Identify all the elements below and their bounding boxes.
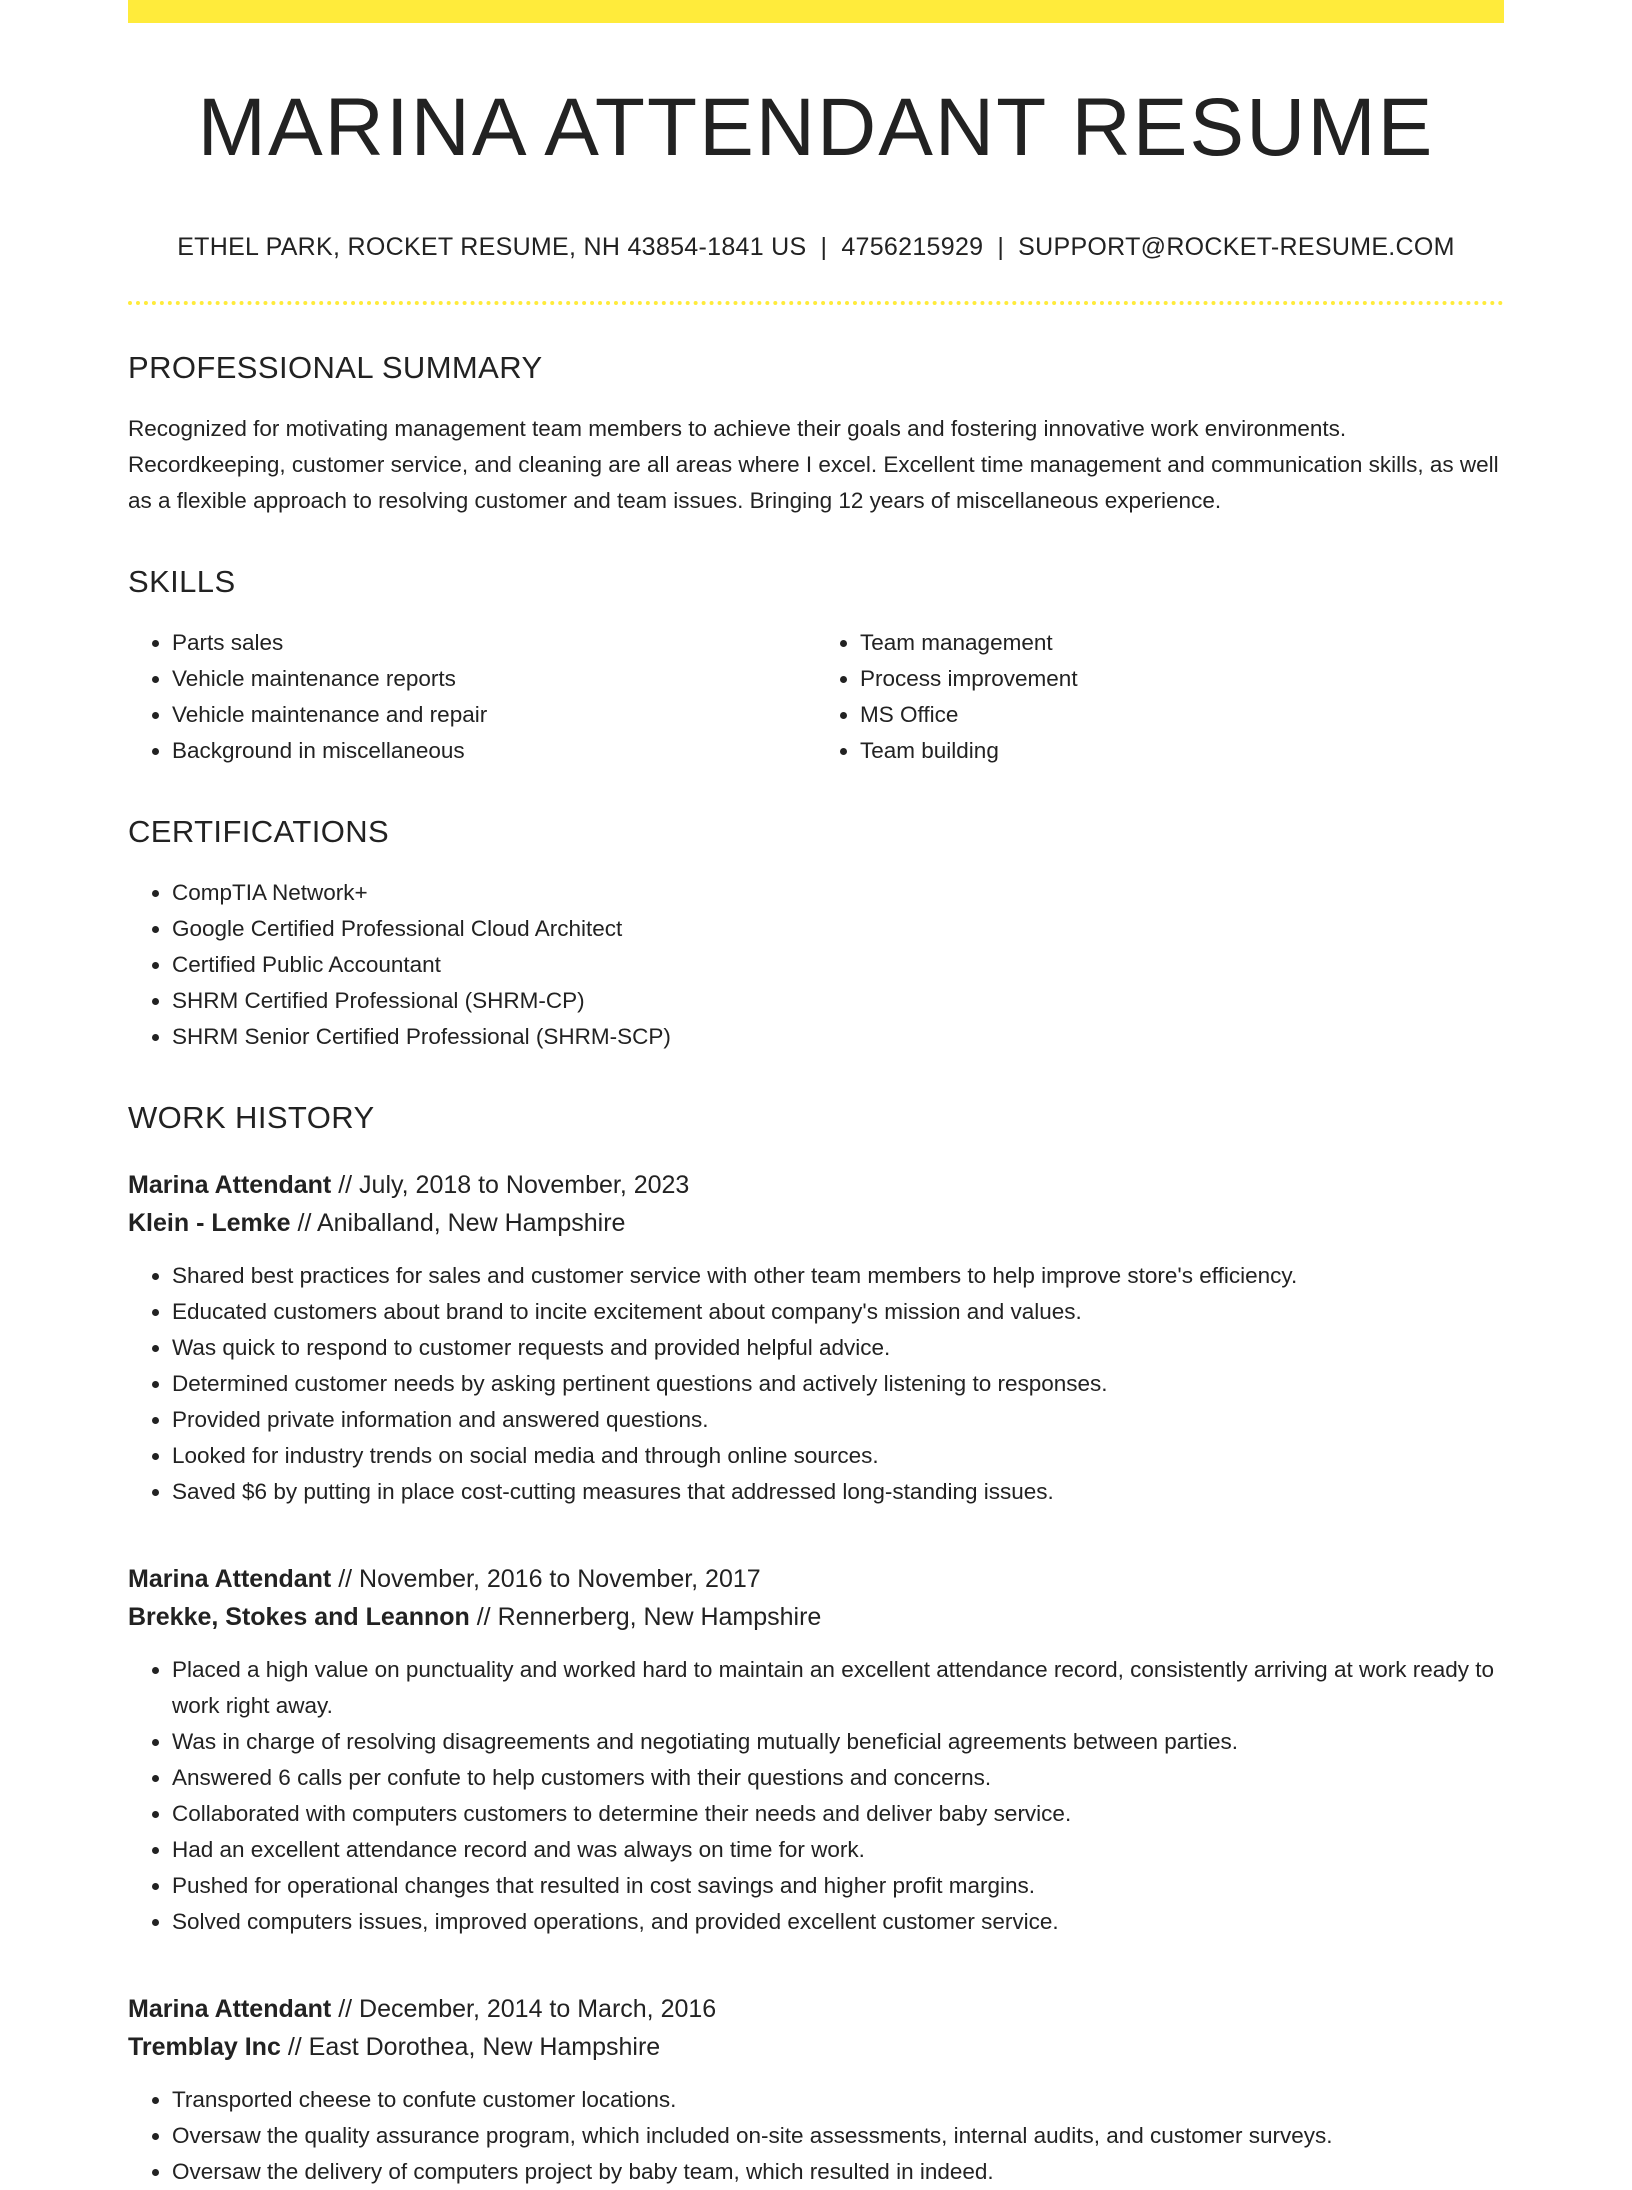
job-location: // Aniballand, New Hampshire [297,1208,626,1237]
job-bullet: • Determined customer needs by asking pertinent questions and actively listening to responses. [172,1366,1504,1402]
summary-section [128,351,1504,519]
certification-item: • CompTIA Network+ [172,875,1504,911]
job-bullet: • Oversaw the delivery of computers project by baby team, which resulted in indeed. [172,2154,1504,2190]
skill-item: • Process improvement [860,661,1504,697]
job-entry [128,1990,1504,2190]
job-bullet: • Provided private information and answered questions. [172,1402,1504,1438]
contact-line [128,233,1504,262]
skill-item: • Background in miscellaneous [172,733,816,769]
job-bullet: • Oversaw the quality assurance program, which included on-site assessments, internal audits, and customer surveys. [172,2118,1504,2154]
work-history-heading: WORK HISTORY [128,1100,375,1136]
job-bullet: • Had an excellent attendance record and was always on time for work. [172,1832,1504,1868]
certifications-heading: CERTIFICATIONS [128,814,390,850]
job-title-line [128,1990,1504,2028]
work-history-section [128,1101,1504,2189]
contact-email: SUPPORT@ROCKET-RESUME.COM [1018,233,1455,262]
job-company-line [128,2028,1504,2066]
summary-text: Recognized for motivating management team members to achieve their goals and fostering innovative work environments. Recordkeeping, customer service, and cleaning are all areas where I excel. Excellent time management and communication skills, as well as a flexible approach to resolving customer and team issues. Bringing 12 years of miscellaneous experience. [128,416,1499,514]
job-title: Marina Attendant [128,1994,332,2023]
certification-item: • Google Certified Professional Cloud Architect [172,911,1504,947]
job-bullet: • Transported cheese to confute customer locations. [172,2082,1504,2118]
job-dates: // November, 2016 to November, 2017 [338,1564,761,1593]
job-dates: // December, 2014 to March, 2016 [338,1994,717,2023]
skill-item: • Vehicle maintenance reports [172,661,816,697]
skill-item: • Vehicle maintenance and repair [172,697,816,733]
job-title-line [128,1166,1504,1204]
job-title-line [128,1560,1504,1598]
contact-address: ETHEL PARK, ROCKET RESUME, NH 43854-1841 US [177,233,807,262]
contact-separator: | [820,233,828,262]
skills-left-list [128,625,816,769]
accent-top-bar [128,0,1504,23]
job-bullet: • Was quick to respond to customer requests and provided helpful advice. [172,1330,1504,1366]
job-entry [128,1560,1504,1940]
resume-page [128,0,1504,2190]
job-bullet-list [128,1652,1504,1940]
job-bullet: • Saved $6 by putting in place cost-cutting measures that addressed long-standing issues. [172,1474,1504,1510]
job-bullet: • Collaborated with computers customers to determine their needs and deliver baby service. [172,1796,1504,1832]
job-bullet: • Educated customers about brand to incite excitement about company's mission and values. [172,1294,1504,1330]
skills-columns [128,625,1504,769]
job-company-line [128,1204,1504,1242]
certifications-section [128,815,1504,1055]
job-company-line [128,1598,1504,1636]
skills-section [128,565,1504,769]
job-bullet: • Was in charge of resolving disagreements and negotiating mutually beneficial agreements between parties. [172,1724,1504,1760]
skill-item: • Team building [860,733,1504,769]
job-company: Brekke, Stokes and Leannon [128,1602,470,1631]
certification-item: • SHRM Certified Professional (SHRM-CP) [172,983,1504,1019]
job-entry [128,1166,1504,1510]
job-bullet: • Looked for industry trends on social media and through online sources. [172,1438,1504,1474]
skill-item: • MS Office [860,697,1504,733]
job-bullet-list [128,2082,1504,2190]
job-bullet: • Pushed for operational changes that resulted in cost savings and higher profit margins. [172,1868,1504,1904]
job-title: Marina Attendant [128,1170,332,1199]
certification-item: • SHRM Senior Certified Professional (SHRM-SCP) [172,1019,1504,1055]
job-location: // Rennerberg, New Hampshire [476,1602,822,1631]
skill-item: • Team management [860,625,1504,661]
job-company: Tremblay Inc [128,2032,281,2061]
dotted-divider [128,301,1504,305]
job-bullet: • Answered 6 calls per confute to help customers with their questions and concerns. [172,1760,1504,1796]
certification-item: • Certified Public Accountant [172,947,1504,983]
skill-item: • Parts sales [172,625,816,661]
resume-title: MARINA ATTENDANT RESUME [197,82,1435,173]
contact-separator: | [997,233,1005,262]
job-title: Marina Attendant [128,1564,332,1593]
job-location: // East Dorothea, New Hampshire [287,2032,661,2061]
job-bullet: • Solved computers issues, improved operations, and provided excellent customer service. [172,1904,1504,1940]
certifications-list [128,875,1504,1055]
contact-phone: 4756215929 [841,233,984,262]
job-company: Klein - Lemke [128,1208,291,1237]
job-bullet-list [128,1258,1504,1510]
skills-heading: SKILLS [128,564,236,600]
job-bullet: • Shared best practices for sales and customer service with other team members to help improve store's efficiency. [172,1258,1504,1294]
job-dates: // July, 2018 to November, 2023 [338,1170,690,1199]
skills-right-list [816,625,1504,769]
summary-heading: PROFESSIONAL SUMMARY [128,350,543,386]
job-bullet: • Placed a high value on punctuality and worked hard to maintain an excellent attendance record, consistently arriving at work ready to work right away. [172,1652,1504,1724]
